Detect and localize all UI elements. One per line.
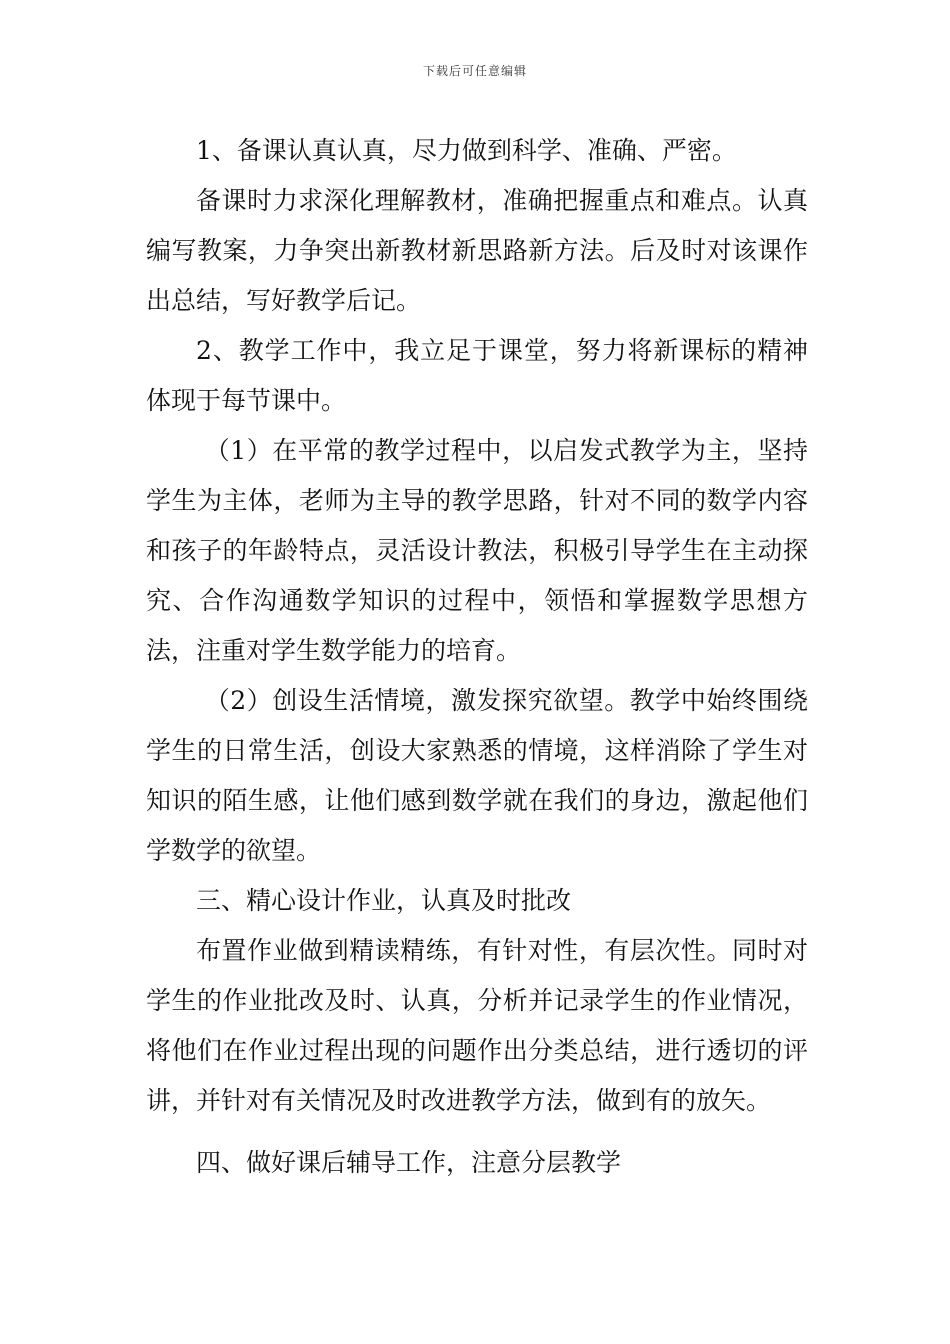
header-note: 下载后可任意编辑 bbox=[422, 64, 527, 78]
paragraph-homework-detail: 布置作业做到精读精练，有针对性，有层次性。同时对学生的作业批改及时、认真，分析并记录学生的作业情况，将他们在作业过程出现的问题作出分类总结，进行透切的评讲，并针对有关情况及时改进教学方法，做到有的放矢。 bbox=[146, 936, 808, 1115]
paragraph-lesson-prep-detail: 备课时力求深化理解教材，准确把握重点和难点。认真编写教案，力争突出新教材新思路新方法。后及时对该课作出总结，写好教学后记。 bbox=[146, 186, 808, 315]
paragraph-tutoring-heading: 四、做好课后辅导工作，注意分层教学 bbox=[196, 1148, 622, 1177]
paragraph-teaching-point-2: （2）创设生活情境，激发探究欲望。教学中始终围绕学生的日常生活，创设大家熟悉的情境，这样消除了学生对知识的陌生感，让他们感到数学就在我们的身边，激起他们学数学的欲望。 bbox=[146, 686, 808, 865]
paragraph-homework-heading: 三、精心设计作业，认真及时批改 bbox=[196, 886, 572, 915]
paragraph-teaching-work-heading: 2、教学工作中，我立足于课堂，努力将新课标的精神体现于每节课中。 bbox=[146, 336, 808, 415]
paragraph-lesson-prep-heading: 1、备课认真认真，尽力做到科学、准确、严密。 bbox=[196, 136, 737, 165]
document-body bbox=[146, 126, 808, 1188]
paragraph-teaching-point-1: （1）在平常的教学过程中，以启发式教学为主，坚持学生为主体，老师为主导的教学思路，针对不同的数学内容和孩子的年龄特点，灵活设计教法，积极引导学生在主动探究、合作沟通数学知识的过程中，领悟和掌握数学思想方法，注重对学生数学能力的培育。 bbox=[146, 436, 808, 665]
